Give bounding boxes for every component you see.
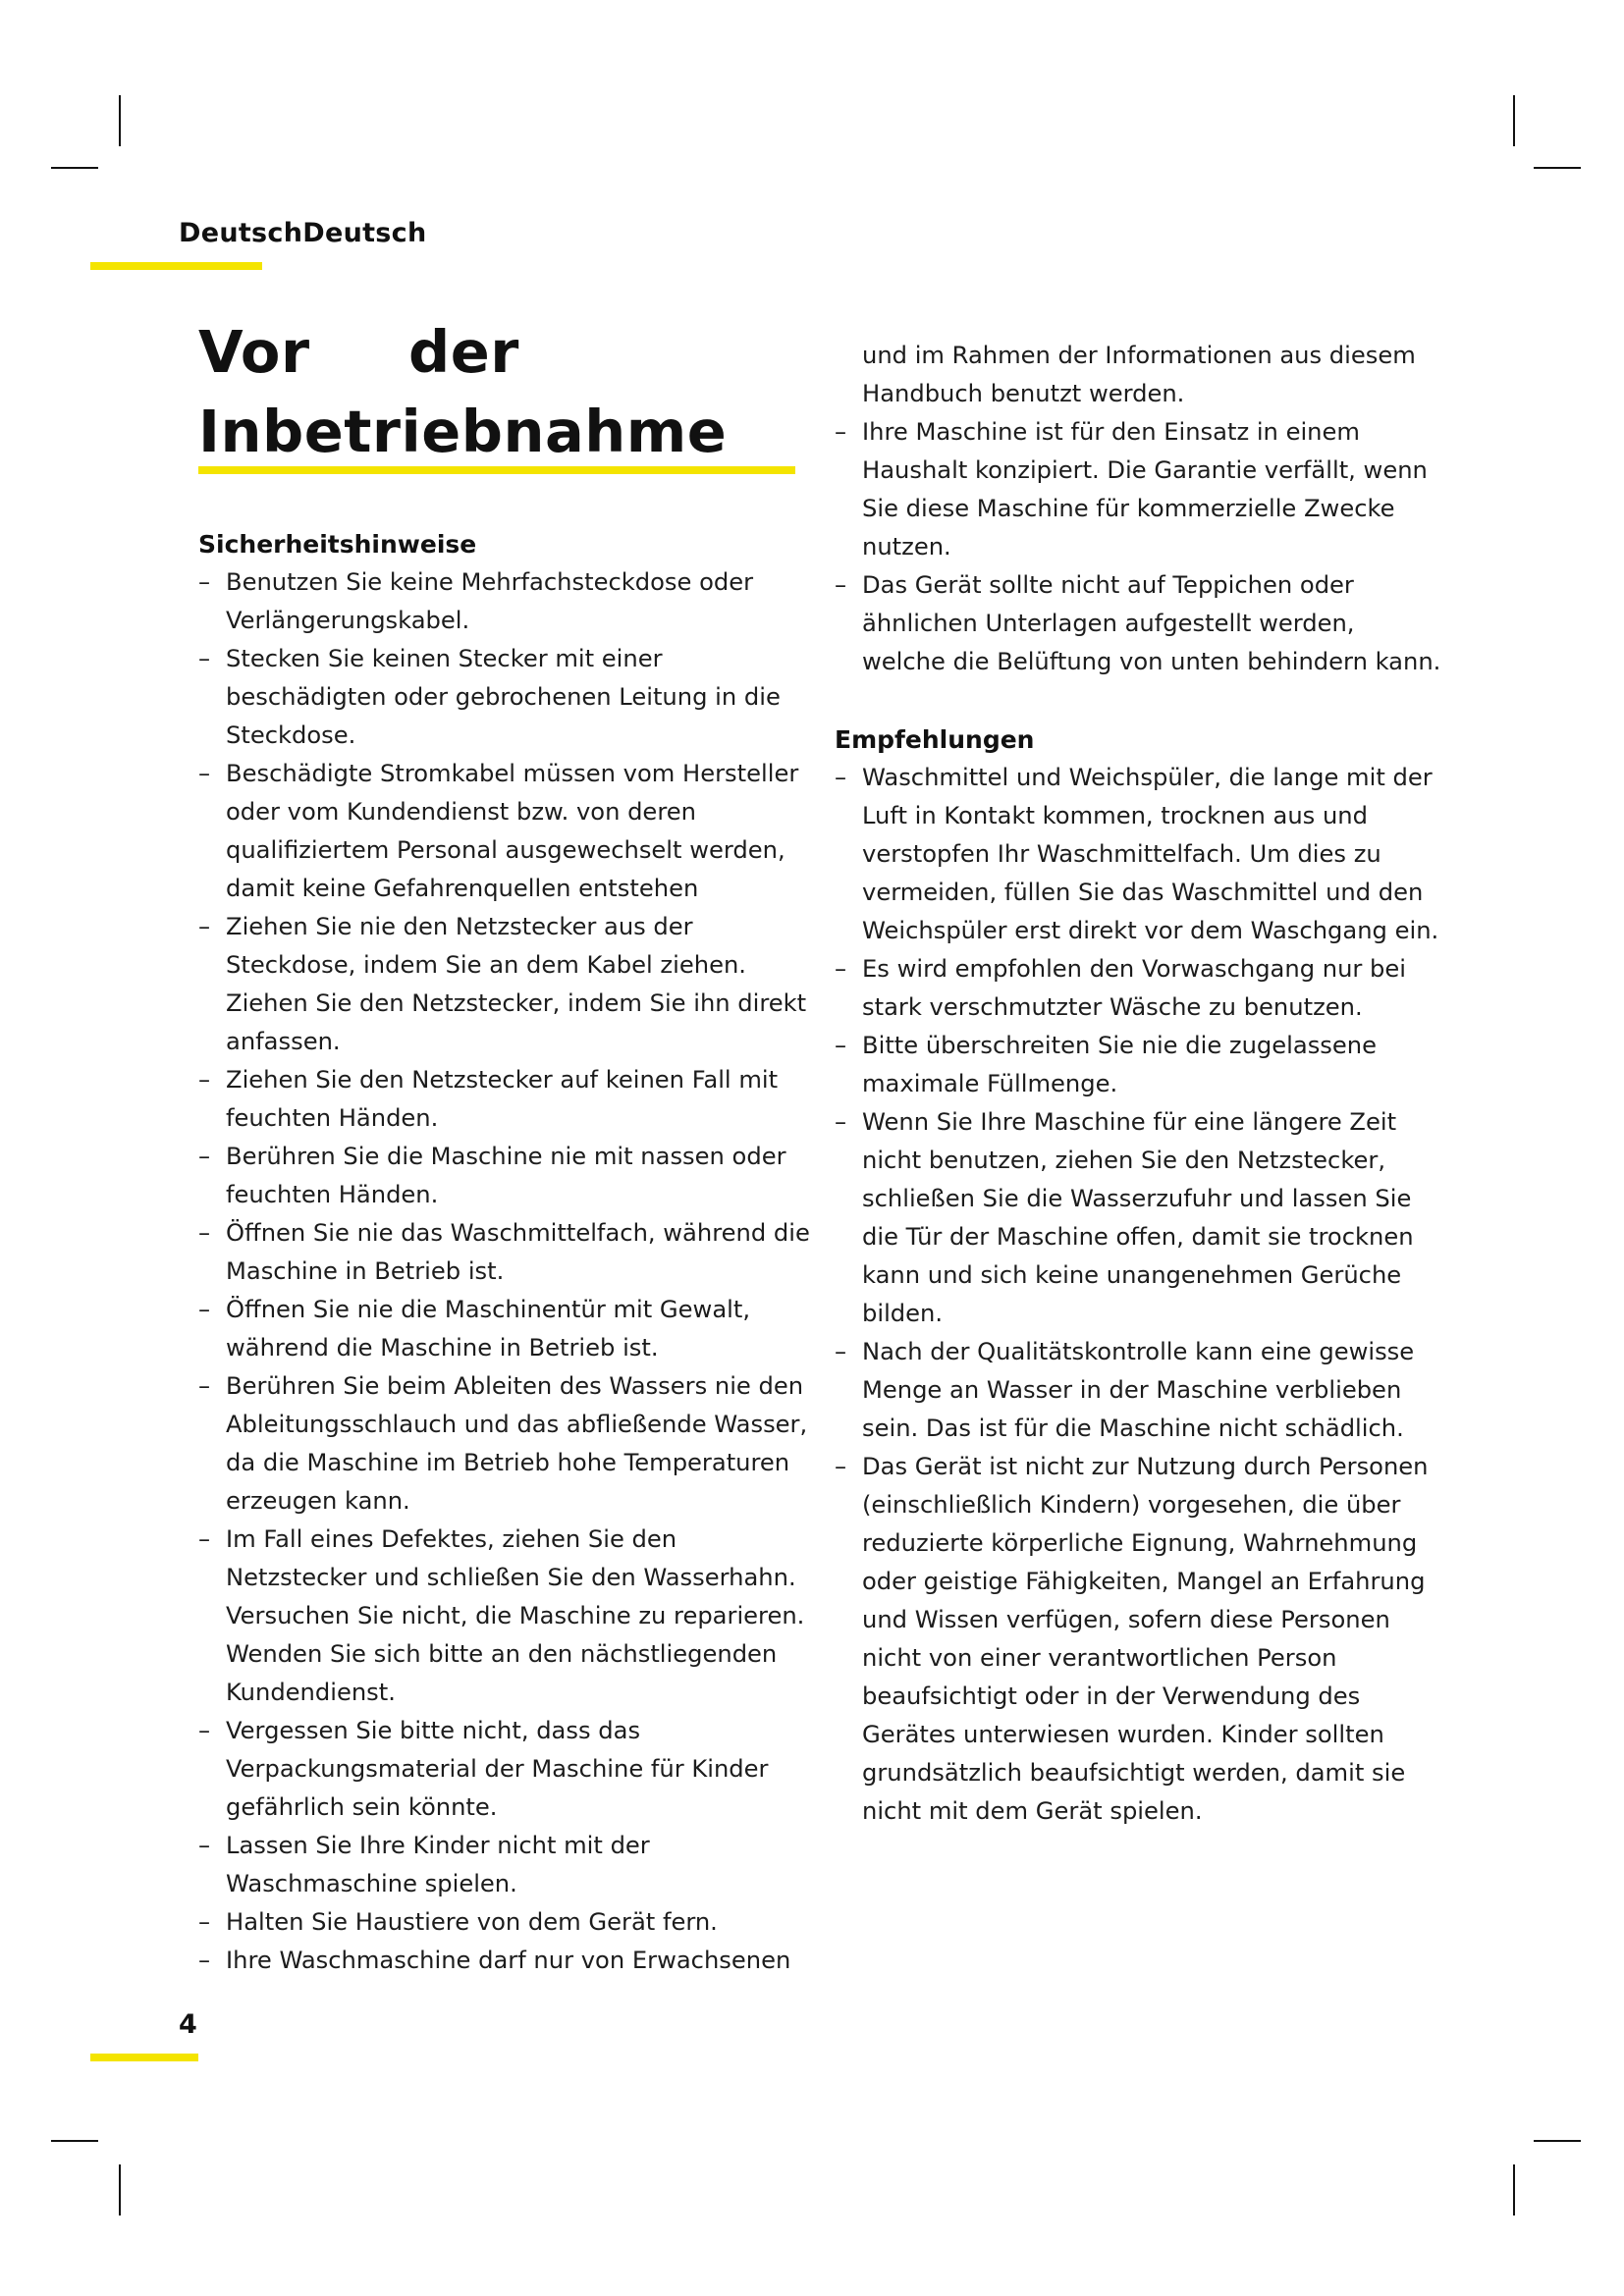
list-item: – Öffnen Sie nie das Waschmittelfach, während die Maschine in Betrieb ist. (198, 1214, 817, 1291)
list-item: – Öffnen Sie nie die Maschinentür mit Gewalt, während die Maschine in Betrieb ist. (198, 1291, 817, 1367)
crop-mark (1534, 167, 1581, 169)
title-word-inbetriebnahme: Inbetriebnahme (198, 398, 728, 465)
page-title (198, 312, 797, 471)
crop-mark (51, 2140, 98, 2142)
list-item: – Ihre Waschmaschine darf nur von Erwachsenen (198, 1942, 817, 1980)
list-item: – Ziehen Sie den Netzstecker auf keinen Fall mit feuchten Händen. (198, 1061, 817, 1138)
header-accent-bar (90, 262, 262, 270)
list-item: – Beschädigte Stromkabel müssen vom Hersteller oder vom Kundendienst bzw. von deren qualifiziertem Personal ausgewechselt werden, damit keine Gefahrenquellen entstehen (198, 755, 817, 908)
footer-accent-bar (90, 2054, 198, 2061)
list-item: – Ihre Maschine ist für den Einsatz in einem Haushalt konzipiert. Die Garantie verfällt, wenn Sie diese Maschine für kommerzielle Zwecke nutzen. (835, 413, 1443, 566)
crop-mark (1513, 2164, 1515, 2216)
section-spacer (835, 681, 1443, 721)
recommendations-list (835, 759, 1443, 1831)
list-item: – Vergessen Sie bitte nicht, dass das Verpackungsmaterial der Maschine für Kinder gefährlich sein könnte. (198, 1712, 817, 1827)
list-item: – Berühren Sie beim Ableiten des Wassers nie den Ableitungsschlauch und das abfließende Wasser, da die Maschine im Betrieb hohe Temperaturen erzeugen kann. (198, 1367, 817, 1521)
list-item: – Halten Sie Haustiere von dem Gerät fern. (198, 1903, 817, 1942)
title-accent-bar (198, 466, 795, 474)
crop-mark (1534, 2140, 1581, 2142)
list-item: – Im Fall eines Defektes, ziehen Sie den Netzstecker und schließen Sie den Wasserhahn. Versuchen Sie nicht, die Maschine zu reparieren. Wenden Sie sich bitte an den nächstliegenden Kundendienst. (198, 1521, 817, 1712)
left-column (198, 525, 817, 1980)
title-word-der: der (408, 318, 519, 386)
list-item: – Stecken Sie keinen Stecker mit einer beschädigten oder gebrochenen Leitung in die Steckdose. (198, 640, 817, 755)
safety-list-continued (835, 413, 1443, 681)
page-number: 4 (179, 2009, 197, 2040)
crop-mark (119, 2164, 121, 2216)
safety-continuation: und im Rahmen der Informationen aus diesem Handbuch benutzt werden. (862, 342, 1416, 407)
list-item: – Benutzen Sie keine Mehrfachsteckdose oder Verlängerungskabel. (198, 563, 817, 640)
crop-mark (51, 167, 98, 169)
list-item: – Es wird empfohlen den Vorwaschgang nur bei stark verschmutzter Wäsche zu benutzen. (835, 950, 1443, 1027)
list-item: – Nach der Qualitätskontrolle kann eine gewisse Menge an Wasser in der Maschine verblieben sein. Das ist für die Maschine nicht schädlich. (835, 1333, 1443, 1448)
list-item: – Lassen Sie Ihre Kinder nicht mit der Waschmaschine spielen. (198, 1827, 817, 1903)
safety-heading: Sicherheitshinweise (198, 530, 477, 559)
list-item: – Ziehen Sie nie den Netzstecker aus der Steckdose, indem Sie an dem Kabel ziehen. Ziehen Sie den Netzstecker, indem Sie ihn direkt anfassen. (198, 908, 817, 1061)
recommendations-heading: Empfehlungen (835, 725, 1035, 754)
list-item: – Berühren Sie die Maschine nie mit nassen oder feuchten Händen. (198, 1138, 817, 1214)
list-item: – Bitte überschreiten Sie nie die zugelassene maximale Füllmenge. (835, 1027, 1443, 1103)
header-language: DeutschDeutsch (179, 218, 427, 248)
list-item: – Das Gerät ist nicht zur Nutzung durch Personen (einschließlich Kindern) vorgesehen, die über reduzierte körperliche Eignung, Wahrnehmung oder geistige Fähigkeiten, Mangel an Erfahrung und Wissen verfügen, sofern diese Personen nicht von einer verantwortlichen Person beaufsichtigt oder in der Verwendung des Gerätes unterwiesen wurden. Kinder sollten grundsätzlich beaufsichtigt werden, damit sie nicht mit dem Gerät spielen. (835, 1448, 1443, 1831)
crop-mark (119, 95, 121, 146)
safety-list (198, 563, 817, 1980)
title-word-vor: Vor (198, 318, 310, 386)
list-item: – Wenn Sie Ihre Maschine für eine längere Zeit nicht benutzen, ziehen Sie den Netzstecker, schließen Sie die Wasserzufuhr und lassen Sie die Tür der Maschine offen, damit sie trocknen kann und sich keine unangenehmen Gerüche bilden. (835, 1103, 1443, 1333)
list-item: – Das Gerät sollte nicht auf Teppichen oder ähnlichen Unterlagen aufgestellt werden, welche die Belüftung von unten behindern kann. (835, 566, 1443, 681)
crop-mark (1513, 95, 1515, 146)
list-item: – Waschmittel und Weichspüler, die lange mit der Luft in Kontakt kommen, trocknen aus und verstopfen Ihr Waschmittelfach. Um dies zu vermeiden, füllen Sie das Waschmittel und den Weichspüler erst direkt vor dem Waschgang ein. (835, 759, 1443, 950)
right-column (835, 337, 1443, 1831)
